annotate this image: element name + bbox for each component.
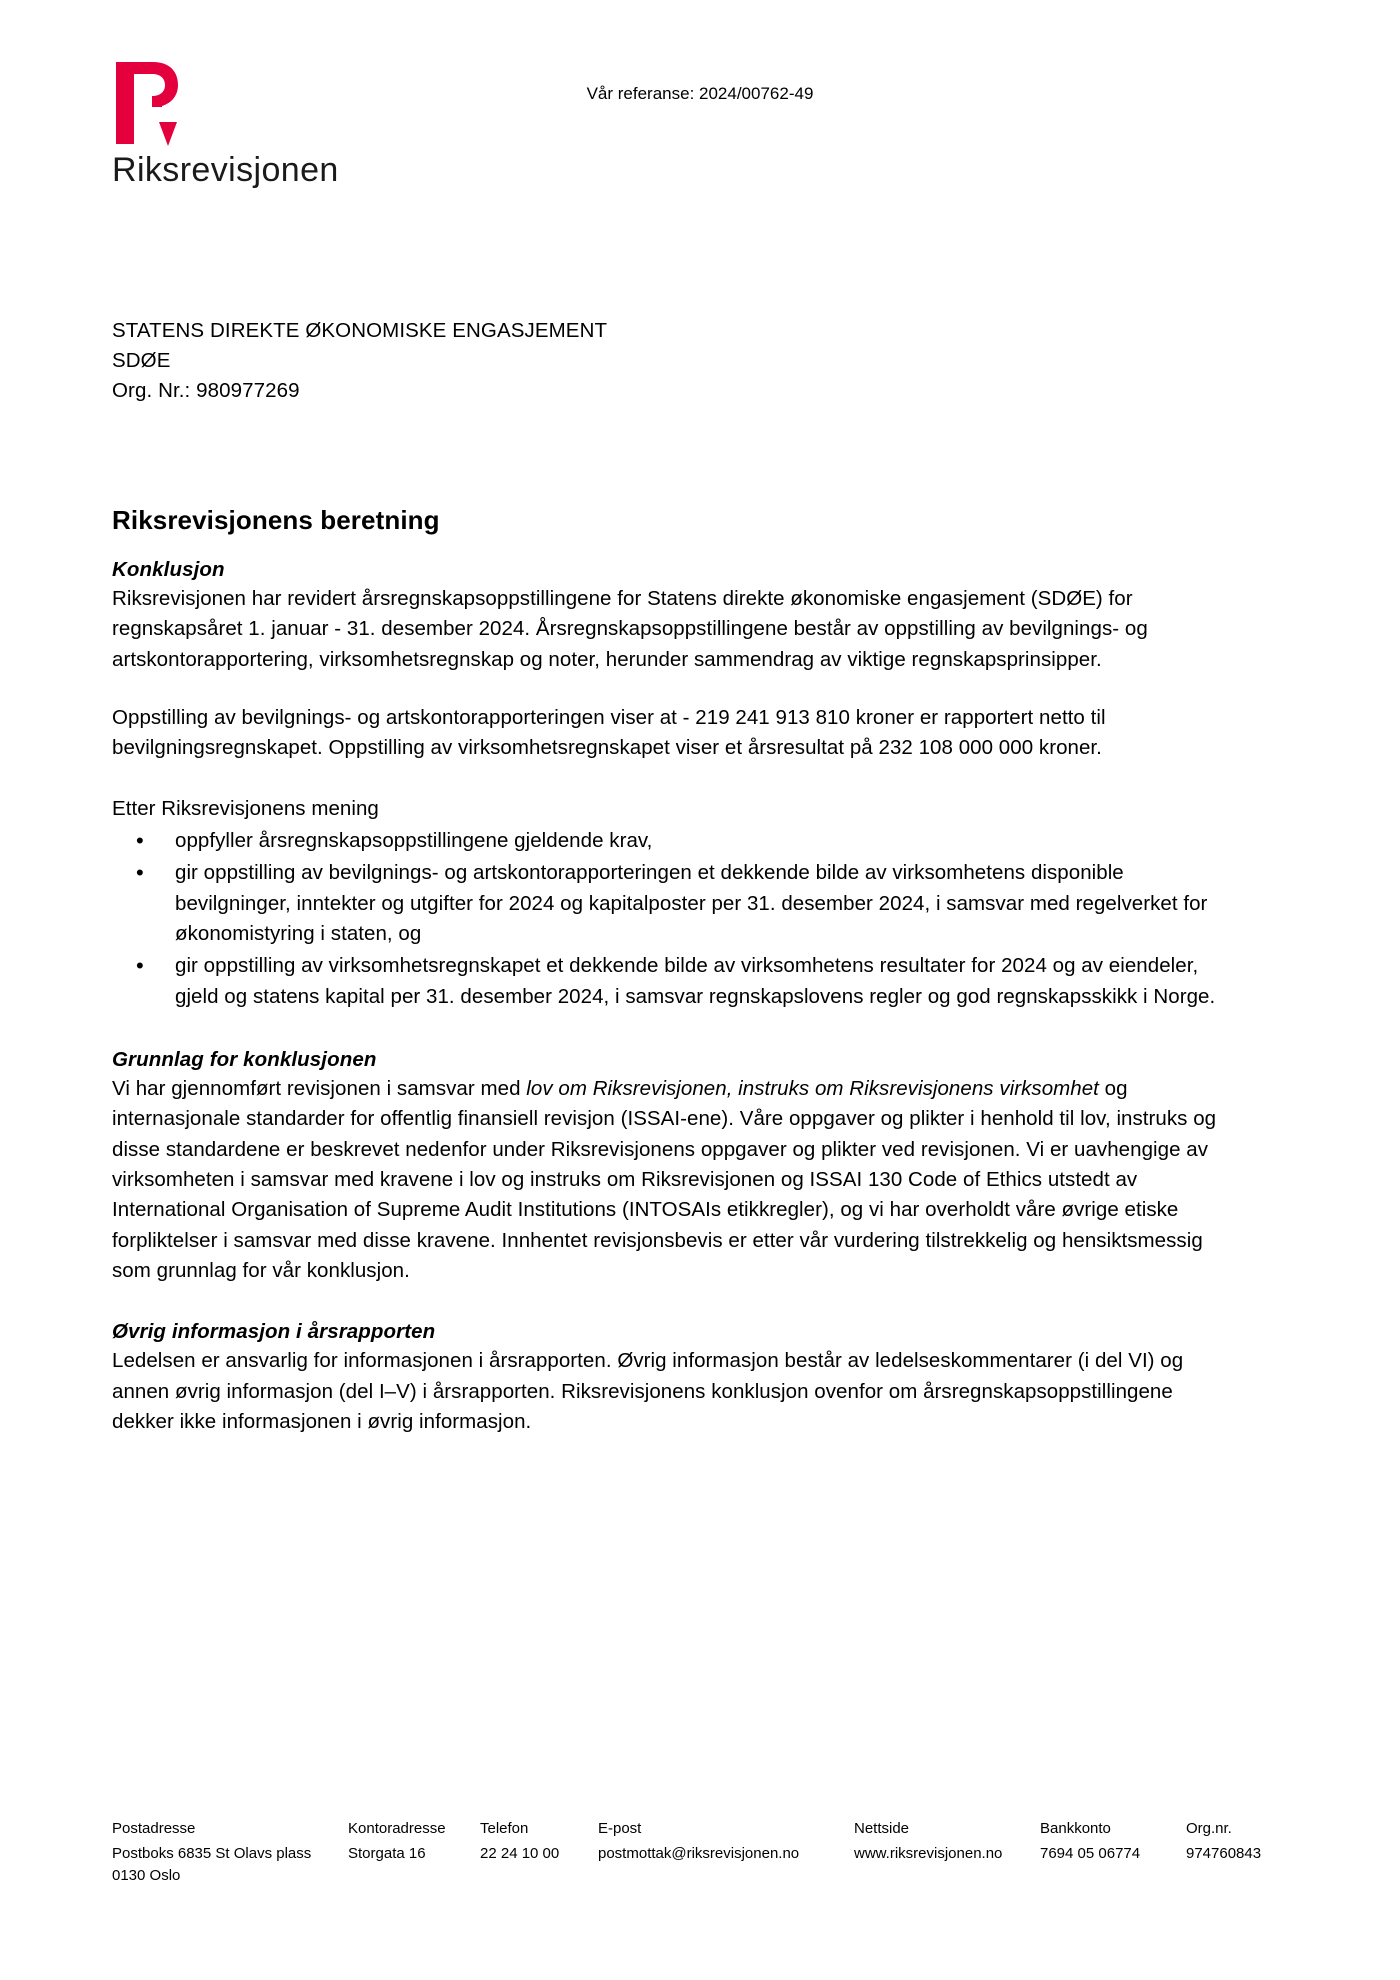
footer-header-email: E-post — [598, 1820, 642, 1837]
footer-header-orgnr: Org.nr. — [1186, 1820, 1232, 1837]
footer-empty-cell — [1186, 1865, 1312, 1887]
other-info-paragraph: Ledelsen er ansvarlig for informasjonen i årsrapporten. Øvrig informasjon består av ledelseskommentarer (i del VI) og annen øvrig informasjon (del I–V) i årsrapporten. Riksrevisjonens konklusjon ovenfor om årsregnskapsoppstillingene dekker ikke informasjonen i øvrig informasjon. — [112, 1349, 1184, 1433]
footer-value-email[interactable]: postmottak@riksrevisjonen.no — [598, 1844, 800, 1862]
recipient-orgnr: Org. Nr.: 980977269 — [112, 379, 300, 403]
table-row — [112, 1818, 1312, 1843]
footer-empty-cell — [348, 1865, 480, 1887]
list-item: • oppfyller årsregnskapsoppstillingene gjeldende krav, — [112, 826, 1237, 856]
recipient-block — [112, 316, 607, 406]
footer-empty-cell — [1040, 1865, 1186, 1887]
footer-header-phone: Telefon — [480, 1820, 529, 1837]
footer-header-office: Kontoradresse — [348, 1820, 446, 1837]
recipient-organisation: STATENS DIREKTE ØKONOMISKE ENGASJEMENT — [112, 319, 608, 342]
recipient-shortname: SDØE — [112, 349, 171, 373]
table-row — [112, 1843, 1312, 1865]
footer-value-phone: 22 24 10 00 — [480, 1844, 560, 1862]
footer-value-postal-line2: 0130 Oslo — [112, 1866, 181, 1884]
footer-value-postal-line1: Postboks 6835 St Olavs plass — [112, 1844, 312, 1862]
footer-value-office: Storgata 16 — [348, 1844, 426, 1862]
conclusion-paragraph-2: Oppstilling av bevilgnings- og artskontorapporteringen viser at - 219 241 913 810 kroner er rapportert netto til bevilgningsregnskapet. Oppstilling av virksomhetsregnskapet viser et årsresultat på 232 108 000 000 kroner. — [112, 705, 1106, 760]
basis-italic-citation: lov om Riksrevisjonen, instruks om Riksrevisjonens virksomhet — [526, 1076, 1099, 1100]
basis-text-before: Vi har gjennomført revisjonen i samsvar med — [112, 1076, 527, 1100]
opinion-bullet-list — [112, 826, 1237, 1012]
logo-wordmark: Riksrevisjonen — [112, 151, 339, 189]
table-row — [112, 1865, 1312, 1887]
riksrevisjonen-logo — [112, 60, 412, 189]
page-title: Riksrevisjonens beretning — [112, 505, 440, 535]
footer-value-website[interactable]: www.riksrevisjonen.no — [854, 1844, 1003, 1862]
basis-text-after: og internasjonale standarder for offentlig finansiell revisjon (ISSAI-ene). Våre oppgaver og plikter i henhold til lov, instruks og disse standardene er beskrevet nedenfor under Riksrevisjonens oppgaver og plikter ved revisjonen. Vi er uavhengige av virksomheten i samsvar med kravene i lov og instruks om Riksrevisjonen og ISSAI 130 Code of Ethics utstedt av International Organisation of Supreme Audit Institutions (INTOSAIs etikkregler), og vi har overholdt våre øvrige etiske forpliktelser i samsvar med disse kravene. Innhentet revisjonsbevis er etter vår vurdering tilstrekkelig og hensiktsmessig som grunnlag for vår konklusjon. — [112, 1076, 1217, 1282]
footer-empty-cell — [480, 1865, 598, 1887]
footer-value-orgnr: 974760843 — [1186, 1844, 1262, 1862]
document-footer — [112, 1818, 1292, 1886]
list-item: • gir oppstilling av bevilgnings- og artskontorapporteringen et dekkende bilde av virksomhetens disponible bevilgninger, inntekter og utgifter for 2024 og kapitalposter per 31. desember 2024, i samsvar med regelverket for økonomistyring i staten, og — [112, 858, 1237, 949]
footer-empty-cell — [854, 1865, 1040, 1887]
opinion-lead-in: Etter Riksrevisjonens mening — [112, 796, 379, 820]
footer-contact-table — [112, 1818, 1312, 1886]
basis-paragraph — [112, 1074, 1237, 1286]
list-item: • gir oppstilling av virksomhetsregnskapet et dekkende bilde av virksomhetens resultater for 2024 og av eiendeler, gjeld og statens kapital per 31. desember 2024, i samsvar regnskapslovens regler og god regnskapsskikk i Norge. — [112, 951, 1237, 1012]
conclusion-paragraph-1: Riksrevisjonen har revidert årsregnskapsoppstillingene for Statens direkte økonomiske engasjement (SDØE) for regnskapsåret 1. januar - 31. desember 2024. Årsregnskapsoppstillingene består av oppstilling av bevilgnings- og artskontorapportering, virksomhetsregnskap og noter, herunder sammendrag av viktige regnskapsprinsipper. — [112, 587, 1148, 671]
footer-header-postal: Postadresse — [112, 1820, 196, 1837]
heading-ovrig-informasjon: Øvrig informasjon i årsrapporten — [112, 1320, 436, 1344]
document-body — [112, 505, 1237, 1437]
heading-grunnlag: Grunnlag for konklusjonen — [112, 1047, 377, 1071]
document-header — [0, 0, 1400, 240]
footer-value-bank: 7694 05 06774 — [1040, 1844, 1141, 1862]
reference-number: Vår referanse: 2024/00762-49 — [586, 84, 814, 103]
footer-header-website: Nettside — [854, 1820, 910, 1837]
footer-empty-cell — [598, 1865, 854, 1887]
footer-header-bank: Bankkonto — [1040, 1820, 1111, 1837]
heading-konklusjon: Konklusjon — [112, 558, 225, 581]
